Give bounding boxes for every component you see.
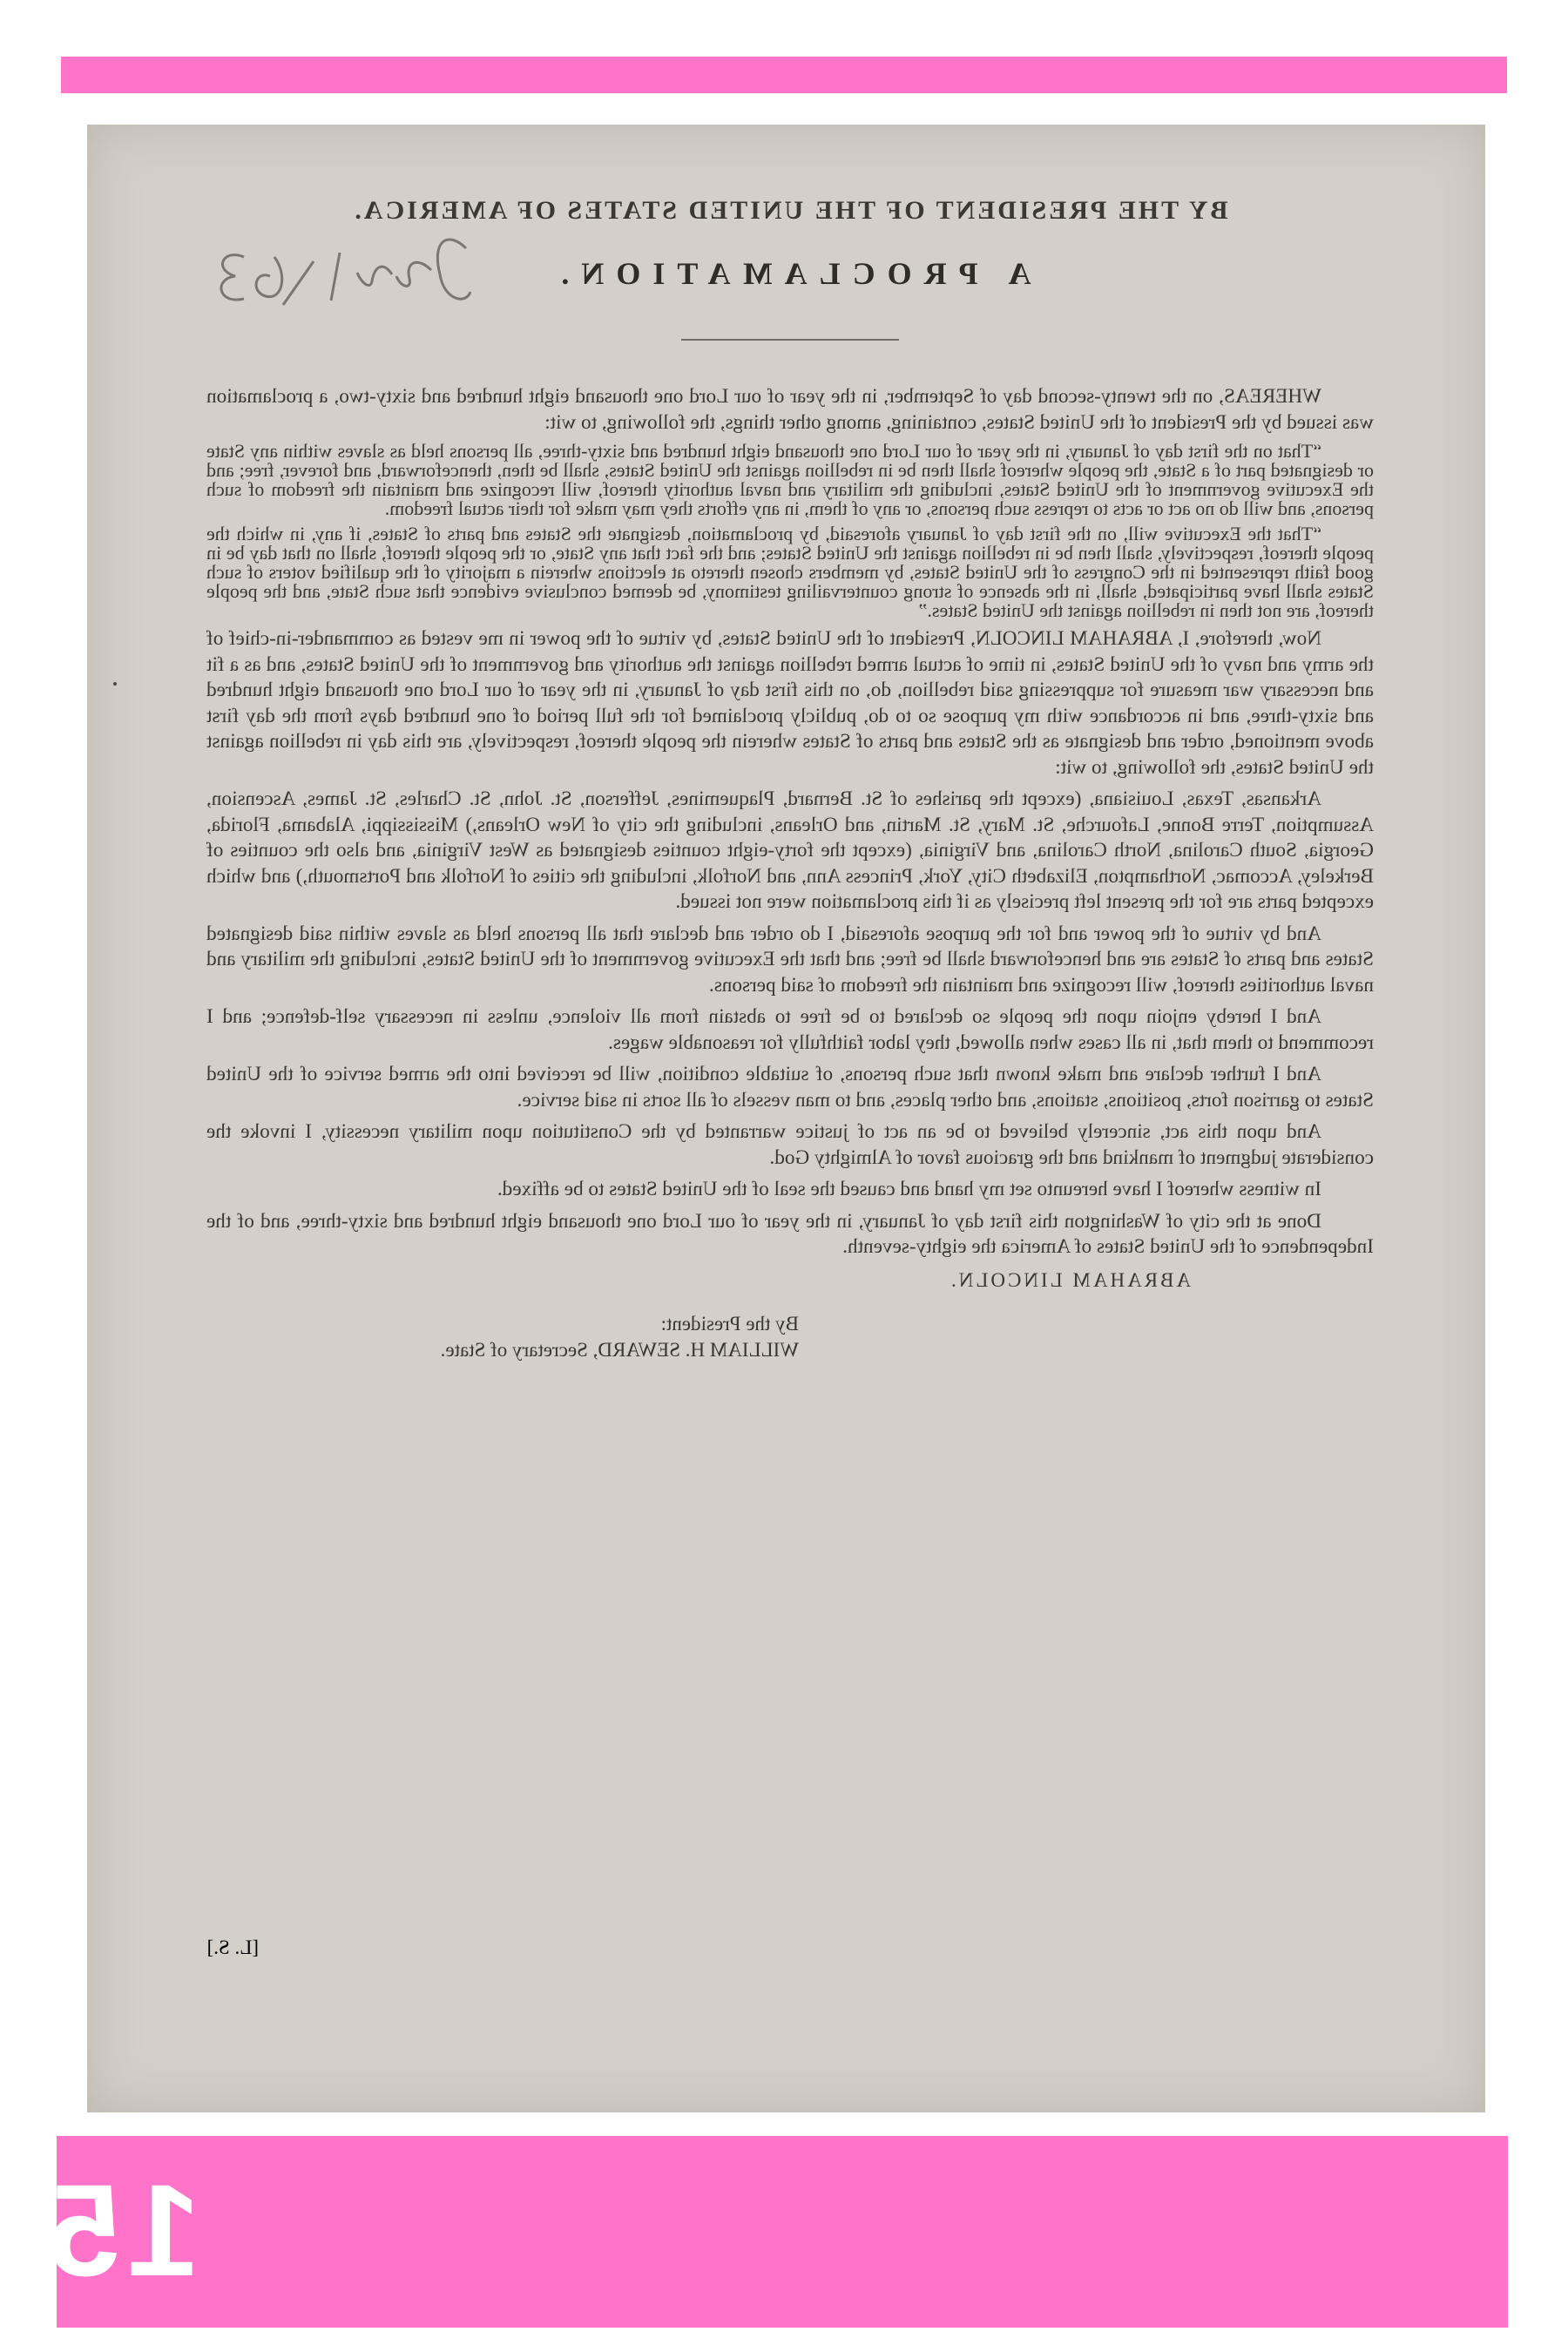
mirrored-page: [87, 125, 1485, 2112]
paragraph-now-therefore: Now, therefore, I, ABRAHAM LINCOLN, President of the United States, by virtue of the power in me vested as commander-in-chief of the army and navy of the United States, in time of actual armed rebellion against the authority and government of the United States, and as a fit and necessary war measure for suppressing said rebellion, do, on this first day of January, in the year of our Lord one thousand eight hundred and sixty-three, and in accordance with my purpose so to do, publicly proclaimed for the full period of one hundred days from the day first above mentioned, order and designate as the States and parts of States wherein the people thereof, respectively, are this day in rebellion against the United States, the following, to wit:: [206, 627, 1374, 779]
paragraph-done-at: Done at the city of Washington this first day of January, in the year of our Lord one thousand eight hundred and sixty-three, and of the Independence of the United States of America the eighty-seventh.: [206, 1209, 1374, 1258]
paragraph-armed-service: And I further declare and make known that such persons, of suitable condition, will be received into the armed service of the United States to garrison forts, positions, stations, and other places, and to man vessels of all sorts in said service.: [206, 1063, 1374, 1112]
attestation: [206, 1311, 799, 1363]
paragraph-whereas: WHEREAS, on the twenty-second day of September, in the year of our Lord one thousand eight hundred and sixty-two, a proclamation was issued by the President of the United States, containing, among other things, the following, to wit:: [206, 385, 1374, 434]
top-accent-band: [61, 57, 1507, 93]
title-divider: [681, 339, 899, 341]
paragraph-enjoin: And I hereby enjoin upon the people so declared to be free to abstain from all violence, unless in necessary self-defence; and I recommend to them that, in all cases when allowed, they labor faithfully for reasonable wages.: [206, 1005, 1374, 1054]
page-number: 15: [41, 2157, 200, 2303]
paragraph-quote-2: “That the Executive will, on the first day of January aforesaid, by proclamation, designate the States and parts of States, if any, in which the people thereof, respectively, shall then be in rebellion against the United States; and the fact that any State, or the people thereof, shall on that day be in good faith represented in the Congress of the United States, by members chosen thereto at elections wherein a majority of the qualified voters of such States shall have participated, shall, in the absence of strong countervailing testimony, be deemed conclusive evidence that such State, and the people thereof, are not then in rebellion against the United States.”: [206, 523, 1374, 621]
seal-mark: [L. S.]: [206, 1936, 259, 1958]
paper-spot: [113, 682, 117, 686]
document-heading: BY THE PRESIDENT OF THE UNITED STATES OF AMERICA.: [352, 196, 1228, 225]
proclamation-text: [206, 196, 1374, 1363]
president-signature: ABRAHAM LINCOLN.: [949, 1268, 1191, 1291]
paragraph-states-list: Arkansas, Texas, Louisiana, (except the parishes of St. Bernard, Plaquemines, Jefferson, St. John, St. Charles, St. James, Ascension, Assumption, Terre Bonne, Lafourche, St. Mary, St. Martin, and Orleans, including the city of New Orleans,) Mississippi, Alabama, Florida, Georgia, South Carolina, North Carolina, and Virginia, (except the forty-eight counties designated as West Virginia, and also the counties of Berkeley, Accomac, Northampton, Elizabeth City, York, Princess Ann, and Norfolk, including the cities of Norfolk and Portsmouth,) and which excepted parts are for the present left precisely as if this proclamation were not issued.: [206, 787, 1374, 913]
paragraph-quote-1: “That on the first day of January, in the year of our Lord one thousand eight hundred and sixty-three, all persons held as slaves within any State or designated part of a State, the people whereof shall then be in rebellion against the United States, shall be then, thenceforward, and forever, free; and the Executive government of the United States, including the military and naval authority thereof, will recognize and maintain the freedom of such persons, and will do no act or acts to repress such persons, or any of them, in any efforts they may make for their actual freedom.: [206, 440, 1374, 519]
bottom-accent-band: [41, 2136, 1508, 2328]
document-title: A PROCLAMATION.: [549, 256, 1031, 291]
scanned-document: [87, 125, 1485, 2112]
signature-block: [206, 1269, 1374, 1363]
attestation-line: By the President:: [660, 1312, 799, 1335]
secretary-signature: WILLIAM H. SEWARD, Secretary of State.: [440, 1338, 799, 1361]
paragraph-order: And by virtue of the power and for the purpose aforesaid, I do order and declare that all persons held as slaves within said designated States and parts of States are and henceforward shall be free; and that the Executive government of the United States, including the military and naval authorities thereof, will recognize and maintain the freedom of said persons.: [206, 922, 1374, 997]
paragraph-justice: And upon this act, sincerely believed to be an act of justice warranted by the Constitution upon military necessity, I invoke the considerate judgment of mankind and the gracious favor of Almighty God.: [206, 1120, 1374, 1169]
paragraph-witness: In witness whereof I have hereunto set my hand and caused the seal of the United States to be affixed.: [497, 1178, 1321, 1200]
